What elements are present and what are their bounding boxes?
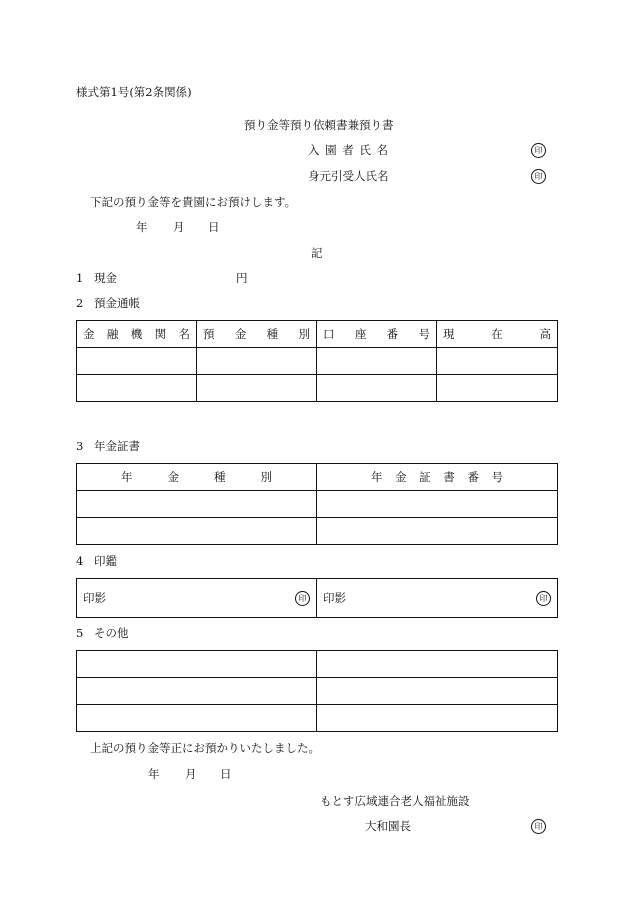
table-cell[interactable] xyxy=(317,491,558,518)
table-cell[interactable] xyxy=(77,491,317,518)
table-cell[interactable] xyxy=(77,375,197,402)
table-cell[interactable] xyxy=(317,705,558,732)
header-account-number: 口 座 番 号 xyxy=(317,321,437,348)
bankbook-table xyxy=(76,320,558,402)
date-day: 日 xyxy=(220,767,232,781)
table-row xyxy=(77,678,558,705)
table-row xyxy=(77,348,558,375)
section5-label: その他 xyxy=(94,626,129,640)
section5-number: 5 xyxy=(76,626,84,640)
header-pension-cert-number: 年 金 証 書 番 号 xyxy=(317,464,558,491)
received-text: 上記の預り金等正にお預かりいたしました。 xyxy=(90,741,320,755)
seal-icon: 印 xyxy=(531,143,546,158)
seal-icon: 印 xyxy=(295,591,310,606)
resident-name-label: 入 園 者 氏 名 xyxy=(308,143,388,157)
table-cell[interactable] xyxy=(437,348,558,375)
organization-name: もとす広域連合老人福祉施設 xyxy=(320,794,470,808)
table-cell[interactable] xyxy=(77,518,317,545)
table-row xyxy=(77,579,558,618)
table-row xyxy=(77,651,558,678)
date-year: 年 xyxy=(148,767,160,781)
table-cell[interactable] xyxy=(437,375,558,402)
seal-impression-cell[interactable] xyxy=(77,579,317,618)
section1-label: 現金 xyxy=(94,271,117,285)
table-cell[interactable] xyxy=(317,518,558,545)
section4-label: 印鑑 xyxy=(94,554,117,568)
seal-impression-label: 印影 xyxy=(83,591,106,605)
date-day: 日 xyxy=(208,220,220,234)
seal-icon: 印 xyxy=(531,819,546,834)
pension-table xyxy=(76,463,558,545)
seal-impression-cell[interactable] xyxy=(317,579,558,618)
form-number: 様式第1号(第2条関係) xyxy=(76,85,192,99)
guarantor-name-label: 身元引受人氏名 xyxy=(308,169,389,183)
table-header-row xyxy=(77,464,558,491)
section2-number: 2 xyxy=(76,296,84,310)
date-year: 年 xyxy=(136,220,148,234)
table-cell[interactable] xyxy=(77,678,317,705)
table-cell[interactable] xyxy=(317,678,558,705)
header-current-balance: 現 在 高 xyxy=(437,321,558,348)
table-row xyxy=(77,705,558,732)
seal-icon: 印 xyxy=(536,591,551,606)
table-row xyxy=(77,491,558,518)
table-cell[interactable] xyxy=(317,651,558,678)
table-row xyxy=(77,375,558,402)
request-text: 下記の預り金等を貴園にお預けします。 xyxy=(90,195,297,209)
section3-number: 3 xyxy=(76,439,84,453)
director-title: 大和園長 xyxy=(365,819,411,833)
document-title: 預り金等預り依頼書兼預り書 xyxy=(244,118,394,132)
other-items-table xyxy=(76,650,558,732)
seal-icon: 印 xyxy=(531,169,546,184)
cash-unit: 円 xyxy=(236,271,248,285)
table-cell[interactable] xyxy=(317,348,437,375)
header-bank-name: 金 融 機 関 名 xyxy=(77,321,197,348)
table-cell[interactable] xyxy=(317,375,437,402)
table-cell[interactable] xyxy=(197,375,317,402)
table-cell[interactable] xyxy=(77,651,317,678)
ki-heading: 記 xyxy=(311,246,323,260)
seal-impression-table xyxy=(76,578,558,618)
table-cell[interactable] xyxy=(197,348,317,375)
table-cell[interactable] xyxy=(77,348,197,375)
table-cell[interactable] xyxy=(77,705,317,732)
header-pension-type: 年 金 種 別 xyxy=(77,464,317,491)
section1-number: 1 xyxy=(76,271,84,285)
date-month: 月 xyxy=(173,220,185,234)
header-deposit-type: 預 金 種 別 xyxy=(197,321,317,348)
date-month: 月 xyxy=(185,767,197,781)
section3-label: 年金証書 xyxy=(94,439,140,453)
section2-label: 預金通帳 xyxy=(94,296,140,310)
seal-impression-label: 印影 xyxy=(323,591,346,605)
table-row xyxy=(77,518,558,545)
section4-number: 4 xyxy=(76,554,84,568)
table-header-row xyxy=(77,321,558,348)
